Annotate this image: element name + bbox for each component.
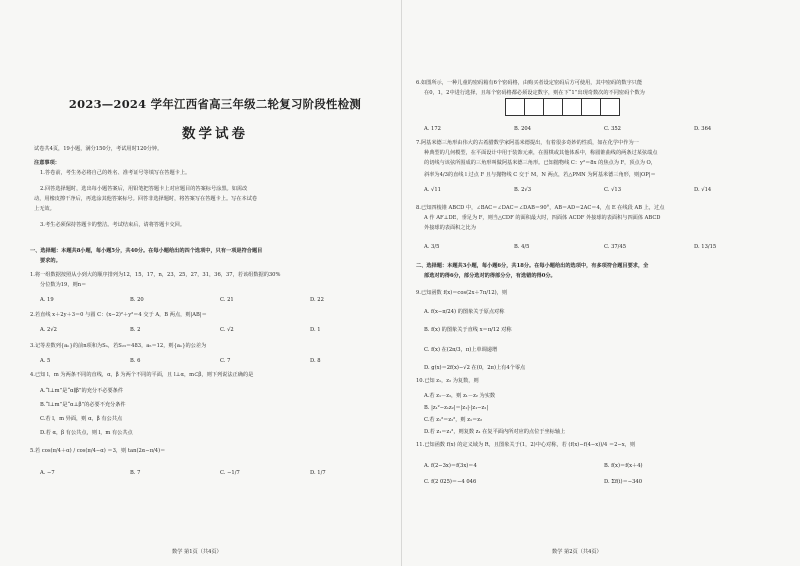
password-cell <box>505 98 525 116</box>
exam-page-2 <box>402 0 794 566</box>
question-7: 7.阿基米德三角形由伟大的古希腊数学家阿基米德提出，有着很多奇妙的性质，如在化学中作为一 <box>416 140 639 146</box>
option: A. 3/5 <box>424 244 440 250</box>
option: C. 352 <box>604 126 621 132</box>
question-3: 3.记等差数列{aₙ}的前n项和为Sₙ，若S₂₃＝483，a₅＝12，则{aₙ}的公差为 <box>30 343 207 349</box>
option: A. 2√2 <box>40 327 57 333</box>
option: D. 13/15 <box>694 244 717 250</box>
option: C. −1/7 <box>220 470 240 476</box>
page-footer: 数学 第1页（共4页） <box>172 549 222 555</box>
question-8: 8.已知四棱锥 ABCD 中，∠BAC＝∠DAC＝∠DAB＝90°，AB＝AD＝2AC＝4，点 E 在线段 AB 上，过点 <box>416 205 665 211</box>
question-11: 11.已知函数 f(x) 的定义域为 R，且图象关于(1，2)中心对称，若 (f(x)−f(4−x))/4 ＝2−x，则 <box>416 442 636 448</box>
option: D. Σf(i)＝−340 <box>604 479 643 485</box>
note-line: 动，用橡皮擦干净后，再选涂其他答案标号。回答非选择题时，将答案写在答题卡上。写在本试卷 <box>34 196 258 202</box>
option: B. 20 <box>130 297 144 303</box>
question-6-cont: 在0，1，2中进行选择，且每个密码格都必须设定数字，则在下“1”出现奇数次的不同密码个数为 <box>424 90 645 96</box>
option: C. √13 <box>604 187 621 193</box>
option: D. √14 <box>694 187 712 193</box>
exam-subject: 数学试卷 <box>182 126 248 142</box>
option: A. f(x−π/24) 的图象关于原点对称 <box>424 309 505 315</box>
option: D. 1/7 <box>310 470 326 476</box>
question-9: 9.已知函数 f(x)＝cos(2x＋7π/12)，则 <box>416 290 508 296</box>
section-heading: 一、选择题：本题共8小题，每小题5分，共40分。在每小题给出的四个选项中，只有一项是符合题目 <box>30 248 263 254</box>
option: B. f(x)＝f(x＋4) <box>604 463 643 469</box>
option: A. f(2−3x)＝f(3x)＝4 <box>424 463 477 469</box>
question-5: 5.若 cos(π/4＋α) / cos(π/4−α) ＝3，则 tan(2α−π/4)＝ <box>30 448 166 454</box>
option: B. 7 <box>130 470 141 476</box>
option: B.“l⊥m”是“α⊥β”的必要不充分条件 <box>40 402 126 408</box>
password-cell <box>543 98 563 116</box>
question-8-cont: A 作 AF⊥DE，垂足为 F，则当△CDF 的面积最大时，四面体 ACDF 外接球的表面积与四面体 ABCD <box>424 215 661 221</box>
note-line: 上无效。 <box>34 206 55 212</box>
option: D. 1 <box>310 327 321 333</box>
section-heading: 部选对的得6分，部分选对的得部分分，有选错的得0分。 <box>424 273 556 279</box>
option: D.若 α，β 有公共点，则 l，m 有公共点 <box>40 430 133 436</box>
option: B. |z₁²−z₁z₂|＝|z₁|·|z₁−z₂| <box>424 405 489 411</box>
option: A.“l⊥m”是“α∥β”的充分不必要条件 <box>40 388 124 394</box>
question-1-cont: 分位数为19，则n＝ <box>40 282 87 288</box>
option: D. g(x)＝2f(x)−√2 在(0，2π)上有4个零点 <box>424 365 526 371</box>
password-cell <box>600 98 620 116</box>
note-line: 3.考生必须保持答题卡的整洁。考试结束后，请将答题卡交回。 <box>40 222 186 228</box>
option: A.若 z₁－z₂，则 z₁－z₂ 为实数 <box>424 393 496 399</box>
exam-title: 2023—2024 学年江西省高三年级二轮复习阶段性检测 <box>68 97 362 111</box>
option: D. 8 <box>310 358 321 364</box>
question-4: 4.已知 l，m 为两条不同的直线，α，β 为两个不同的平面，且 l⊥α，m⊂β，则下列说法正确的是 <box>30 372 254 378</box>
option: B. 4/5 <box>514 244 530 250</box>
question-7-cont: 斜率为4/3的直线 l 过点 F 且与抛物线 C 交于 M，N 两点，若△PMN 为阿基米德三角形，则|OP|＝ <box>424 172 656 178</box>
password-cell <box>524 98 544 116</box>
question-6: 6.如图所示，一种儿童的密码箱有6个密码格，由购买者设定密码后方可使用，其中密码的数字只能 <box>416 80 643 86</box>
exam-meta: 试卷共4页，19小题，满分150分，考试用时120分钟。 <box>34 146 163 152</box>
question-7-cont: 种典型的几何模型，在平面设计中用于装饰元素，在围棋或其他体系中，称圆锥曲线的两条过某弦端点 <box>424 150 658 156</box>
option: C.若 l，m 异面，则 α，β 有公共点 <box>40 416 123 422</box>
note-line: 2.回答选择题时，选出每小题答案后，用铅笔把答题卡上对应题目的答案标号涂黑。如需改 <box>40 186 248 192</box>
option: A. −7 <box>40 470 55 476</box>
option: D. 364 <box>694 126 712 132</box>
option: B. f(x) 的图象关于直线 x＝π/12 对称 <box>424 327 512 333</box>
option: A. 172 <box>424 126 441 132</box>
question-7-cont: 的切线与该弦所围成的三角形叫做阿基米德三角形。已知抛物线 C：y²＝8x 的焦点为 F，顶点为 O， <box>424 160 656 166</box>
password-cell <box>562 98 582 116</box>
notes-heading: 注意事项： <box>34 160 60 166</box>
option: A. 19 <box>40 297 54 303</box>
page-footer: 数学 第2页（共4页） <box>552 549 602 555</box>
note-line: 1.答卷前，考生务必将自己的姓名、准考证号等填写在答题卡上。 <box>40 170 191 176</box>
option: C. 21 <box>220 297 234 303</box>
option: B. 2 <box>130 327 141 333</box>
option: C. 7 <box>220 358 231 364</box>
option: C. √2 <box>220 327 234 333</box>
option: B. 2√3 <box>514 187 532 193</box>
option: D.若 z₁＝z₁²，则复数 z₁ 在复平面内所对应的点位于坐标轴上 <box>424 429 566 435</box>
option: C. f(2 025)＝−4 046 <box>424 479 477 485</box>
section-heading: 二、选择题：本题共3小题，每小题6分，共18分。在每小题给出的选项中，有多项符合题目要求，全 <box>416 263 649 269</box>
option: B. 6 <box>130 358 141 364</box>
question-10: 10.已知 z₁，z₂ 为复数，则 <box>416 378 479 384</box>
exam-page-1 <box>12 0 404 566</box>
option: A. 5 <box>40 358 51 364</box>
question-8-cont: 外接球的表面积之比为 <box>424 225 476 231</box>
question-2: 2.若直线 x＋2y＋3＝0 与圆 C：(x−2)²＋y²＝4 交于 A，B 两点，则|AB|＝ <box>30 312 207 318</box>
password-grid <box>506 98 620 116</box>
section-heading: 要求的。 <box>40 258 61 264</box>
option: C. f(x) 在(2π/3，π)上单调递增 <box>424 347 498 353</box>
option: A. √11 <box>424 187 441 193</box>
option: C.若 z₁²＝z₂²，则 z₁＝z₂ <box>424 417 483 423</box>
option: B. 204 <box>514 126 532 132</box>
option: D. 22 <box>310 297 324 303</box>
question-1: 1.将一组数据按照从小到大的顺序排列为12，15，17，n，23，25，27，31，36，37，若该组数据的30% <box>30 272 281 278</box>
option: C. 37/45 <box>604 244 627 250</box>
password-cell <box>581 98 601 116</box>
